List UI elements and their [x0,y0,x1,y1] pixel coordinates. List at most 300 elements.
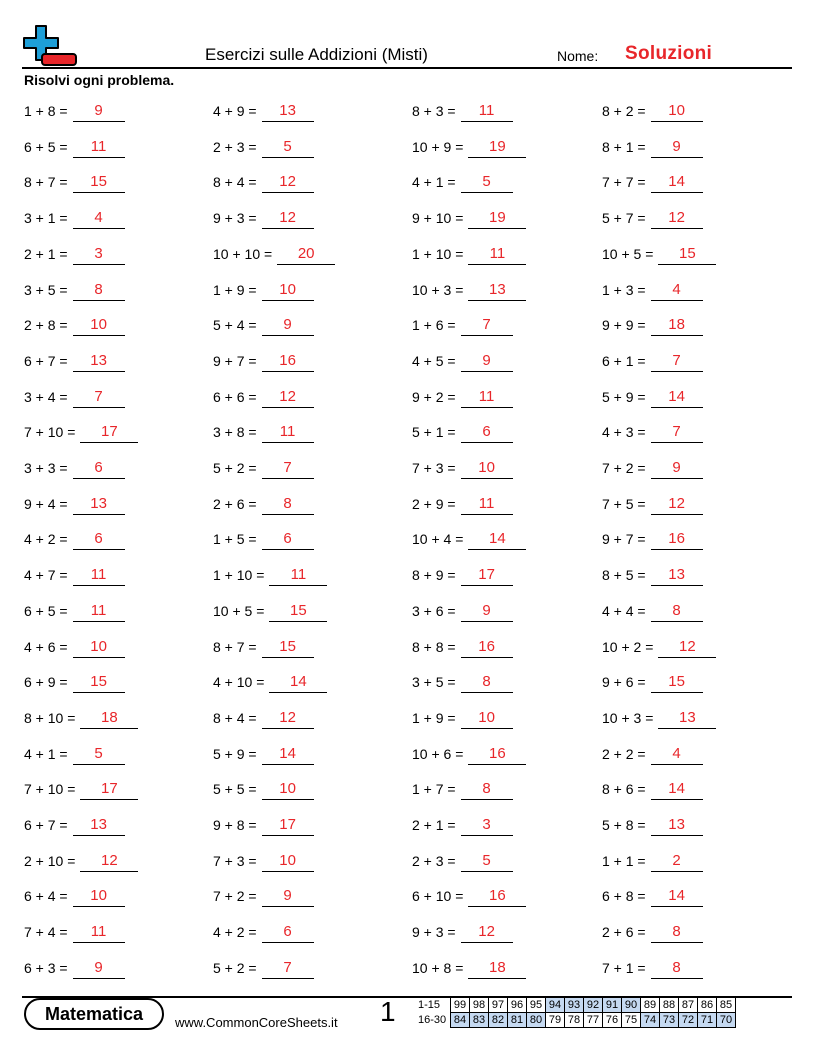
problem-question: 7 + 10 = [24,781,76,798]
problem-question: 5 + 7 = [602,210,646,227]
answer-field[interactable]: 13 [73,816,125,836]
problem-question: 5 + 2 = [213,460,257,476]
problem-item [24,205,125,229]
answer-field[interactable]: 15 [651,673,703,693]
answer-field[interactable]: 14 [269,673,327,693]
instructions: Risolvi ogni problema. [24,72,175,88]
problem-item [213,384,314,408]
answer-field[interactable]: 10 [651,102,703,122]
answer-field[interactable]: 11 [73,138,125,158]
problem-question: 2 + 1 = [24,245,68,262]
answer-field[interactable]: 12 [651,495,703,515]
answer-field[interactable]: 3 [461,816,513,836]
problem-question: 7 + 3 = [213,852,257,869]
problem-question: 7 + 2 = [213,888,257,905]
answer-field[interactable]: 12 [658,638,716,658]
answer-field[interactable]: 19 [468,138,526,158]
score-cell: 83 [470,1013,489,1028]
answer-field[interactable]: 5 [73,745,125,765]
problem-item [412,169,513,193]
problem-question: 6 + 3 = [24,959,68,976]
answer-field[interactable]: 13 [651,566,703,586]
problem-item [602,491,703,515]
answer-field[interactable]: 12 [262,173,314,193]
problem-question: 2 + 9 = [412,495,456,512]
problem-question: 10 + 3 = [602,709,654,726]
score-cell: 85 [717,998,736,1013]
problem-item [24,812,125,836]
problem-item [412,562,513,586]
problem-item [602,705,716,729]
problem-question: 8 + 3 = [412,103,456,119]
problem-item [24,241,125,265]
answer-field[interactable]: 11 [269,566,327,586]
problem-question: 8 + 9 = [412,567,456,584]
name-label: Nome: [557,48,599,64]
problem-item [24,848,138,872]
answer-field[interactable]: 10 [262,852,314,872]
problem-item [24,348,125,372]
answer-field[interactable]: 13 [468,281,526,301]
problem-question: 2 + 8 = [24,317,68,334]
problem-question: 3 + 8 = [213,424,257,441]
answer-field[interactable]: 8 [651,959,703,979]
problem-item [602,669,703,693]
problem-item [412,776,513,800]
problem-question: 8 + 4 = [213,709,257,726]
answer-field[interactable]: 11 [468,245,526,265]
score-row-label: 1-15 [418,999,441,1011]
problem-question: 3 + 6 = [412,602,456,619]
problem-question: 1 + 6 = [412,317,456,334]
problem-item [602,205,703,229]
answer-field[interactable]: 6 [73,459,125,479]
answer-field[interactable]: 2 [651,852,703,872]
answer-field[interactable]: 10 [262,281,314,301]
answer-field[interactable]: 14 [651,173,703,193]
problem-item [213,134,314,158]
answer-field[interactable]: 15 [73,673,125,693]
name-value: Soluzioni [625,43,713,64]
problem-item [602,277,703,301]
answer-field[interactable]: 12 [461,923,513,943]
answer-field[interactable]: 13 [73,495,125,515]
score-row [418,1013,736,1028]
problem-question: 6 + 9 = [24,674,68,691]
score-row [418,998,736,1013]
answer-field[interactable]: 4 [73,209,125,229]
problem-question: 4 + 2 = [213,924,257,941]
answer-field[interactable]: 5 [461,852,513,872]
plus-minus-logo-icon [22,24,80,68]
problem-question: 9 + 7 = [213,352,257,369]
problem-question: 1 + 7 = [412,781,456,798]
problem-question: 6 + 5 = [24,602,68,619]
problem-question: 2 + 6 = [213,495,257,512]
answer-field[interactable]: 15 [73,173,125,193]
answer-field[interactable]: 9 [651,138,703,158]
problem-question: 4 + 6 = [24,638,68,655]
score-cell: 91 [603,998,622,1013]
problem-item [213,669,327,693]
problem-item [602,812,703,836]
answer-field[interactable]: 7 [262,459,314,479]
problem-question: 8 + 1 = [602,138,646,155]
problem-question: 7 + 2 = [602,460,646,476]
answer-field[interactable]: 5 [262,138,314,158]
answer-field[interactable]: 13 [651,816,703,836]
problem-item [412,883,526,907]
score-cell: 88 [660,998,679,1013]
problem-item [213,98,314,122]
score-cell: 72 [679,1013,698,1028]
answer-field[interactable]: 3 [73,245,125,265]
answer-field[interactable]: 16 [468,887,526,907]
score-cell: 89 [641,998,660,1013]
problem-item [412,955,526,979]
problem-item [602,883,703,907]
problem-item [412,741,526,765]
problem-question: 6 + 6 = [213,388,257,405]
problem-item [412,526,526,550]
problem-question: 4 + 4 = [602,602,646,619]
problem-item [602,98,703,122]
answer-field[interactable]: 6 [461,423,513,443]
problem-question: 7 + 4 = [24,924,68,941]
problem-question: 5 + 9 = [213,745,257,762]
answer-field[interactable]: 12 [262,209,314,229]
score-cell: 80 [527,1013,546,1028]
problem-question: 2 + 3 = [213,138,257,155]
score-cell: 94 [546,998,565,1013]
problem-question: 1 + 1 = [602,852,646,869]
answer-field[interactable]: 17 [262,816,314,836]
problem-question: 8 + 2 = [602,103,646,119]
problem-item [24,312,125,336]
answer-field[interactable]: 8 [461,673,513,693]
score-cell: 78 [565,1013,584,1028]
problem-question: 4 + 2 = [24,531,68,548]
problem-item [412,134,526,158]
answer-field[interactable]: 12 [80,852,138,872]
problem-item [602,634,716,658]
problem-question: 10 + 8 = [412,959,464,976]
problem-item [213,169,314,193]
problem-question: 5 + 8 = [602,817,646,833]
problem-question: 4 + 1 = [24,745,68,762]
answer-field[interactable]: 13 [262,102,314,122]
answer-field[interactable]: 14 [651,887,703,907]
problem-item [412,241,526,265]
answer-field[interactable]: 11 [73,566,125,586]
problem-item [412,598,513,622]
problem-item [412,277,526,301]
answer-field[interactable]: 11 [73,602,125,622]
problem-item [24,919,125,943]
answer-field[interactable]: 11 [461,495,513,515]
website-url: www.CommonCoreSheets.it [175,1015,338,1030]
problem-item [412,419,513,443]
problem-item [602,384,703,408]
problem-item [213,634,314,658]
answer-field[interactable]: 14 [262,745,314,765]
score-cell: 77 [584,1013,603,1028]
answer-field[interactable]: 4 [651,281,703,301]
problem-question: 3 + 5 = [24,281,68,298]
answer-field[interactable]: 16 [262,352,314,372]
problem-question: 6 + 7 = [24,817,68,833]
problem-question: 4 + 1 = [412,174,456,191]
problem-item [213,419,314,443]
answer-field[interactable]: 9 [73,959,125,979]
answer-field[interactable]: 10 [73,887,125,907]
answer-field[interactable]: 10 [73,638,125,658]
problem-question: 9 + 7 = [602,531,646,548]
answer-field[interactable]: 9 [461,352,513,372]
subject-badge: Matematica [24,998,164,1030]
problem-item [24,526,125,550]
problem-question: 7 + 5 = [602,495,646,512]
answer-field[interactable]: 6 [73,530,125,550]
answer-field[interactable]: 20 [277,245,335,265]
answer-field[interactable]: 9 [262,316,314,336]
problem-item [213,955,314,979]
problem-item [412,919,513,943]
problem-question: 3 + 5 = [412,674,456,691]
problem-item [213,312,314,336]
answer-field[interactable]: 18 [651,316,703,336]
problem-item [24,955,125,979]
score-cell: 75 [622,1013,641,1028]
answer-field[interactable]: 9 [262,887,314,907]
problem-item [412,312,513,336]
answer-field[interactable]: 17 [80,780,138,800]
answer-field[interactable]: 8 [651,923,703,943]
problem-item [602,455,703,479]
score-cell: 93 [565,998,584,1013]
problem-question: 10 + 2 = [602,638,654,655]
answer-field[interactable]: 18 [80,709,138,729]
score-cell: 96 [508,998,527,1013]
answer-field[interactable]: 10 [461,459,513,479]
problem-item [602,348,703,372]
problem-question: 3 + 1 = [24,210,68,227]
problem-item [602,241,716,265]
problem-question: 10 + 9 = [412,138,464,155]
answer-field[interactable]: 13 [73,352,125,372]
answer-field[interactable]: 11 [461,102,513,122]
answer-field[interactable]: 7 [651,423,703,443]
problem-question: 10 + 5 = [602,245,654,262]
problem-item [213,562,327,586]
problem-question: 9 + 9 = [602,317,646,334]
problem-item [213,776,314,800]
problem-item [24,419,138,443]
problem-item [412,98,513,122]
problem-question: 2 + 3 = [412,852,456,869]
problem-question: 7 + 10 = [24,424,76,441]
answer-field[interactable]: 7 [262,959,314,979]
problem-question: 9 + 4 = [24,495,68,512]
problem-question: 6 + 1 = [602,352,646,369]
problem-item [24,883,125,907]
problem-question: 8 + 4 = [213,174,257,191]
problem-item [24,384,125,408]
problem-item [412,669,513,693]
answer-field[interactable]: 12 [262,388,314,408]
problem-question: 10 + 6 = [412,745,464,762]
problem-item [213,812,314,836]
problem-question: 1 + 9 = [213,281,257,298]
problem-item [602,919,703,943]
problem-item [602,598,703,622]
problem-item [24,98,125,122]
problem-question: 9 + 3 = [213,210,257,227]
score-cell: 87 [679,998,698,1013]
problem-question: 8 + 10 = [24,709,76,726]
answer-field[interactable]: 17 [80,423,138,443]
problem-item [213,883,314,907]
problem-question: 9 + 2 = [412,388,456,405]
problem-item [412,491,513,515]
answer-field[interactable]: 12 [651,209,703,229]
problem-item [412,812,513,836]
answer-field[interactable]: 14 [651,780,703,800]
score-cell: 92 [584,998,603,1013]
problem-question: 4 + 7 = [24,567,68,584]
answer-field[interactable]: 17 [461,566,513,586]
answer-field[interactable]: 7 [461,316,513,336]
score-cell: 71 [698,1013,717,1028]
problem-item [602,526,703,550]
score-cell: 82 [489,1013,508,1028]
answer-field[interactable]: 12 [262,709,314,729]
problem-item [213,277,314,301]
answer-field[interactable]: 7 [651,352,703,372]
problem-item [412,455,513,479]
answer-field[interactable]: 14 [468,530,526,550]
problem-item [602,741,703,765]
problem-item [213,741,314,765]
answer-field[interactable]: 4 [651,745,703,765]
answer-field[interactable]: 11 [461,388,513,408]
answer-field[interactable]: 15 [658,245,716,265]
answer-field[interactable]: 15 [269,602,327,622]
answer-field[interactable]: 15 [262,638,314,658]
problem-item [602,776,703,800]
score-cell: 73 [660,1013,679,1028]
problem-item [24,277,125,301]
problem-question: 2 + 10 = [24,852,76,869]
problem-item [412,848,513,872]
answer-field[interactable]: 6 [262,923,314,943]
answer-field[interactable]: 9 [461,602,513,622]
problem-question: 8 + 8 = [412,638,456,655]
problem-item [213,848,314,872]
problem-item [412,348,513,372]
answer-field[interactable]: 11 [73,923,125,943]
problem-question: 1 + 8 = [24,103,68,119]
answer-field[interactable]: 5 [461,173,513,193]
answer-field[interactable]: 8 [651,602,703,622]
answer-field[interactable]: 10 [461,709,513,729]
problem-item [24,634,125,658]
problem-item [213,455,314,479]
problem-item [602,312,703,336]
problem-item [24,669,125,693]
answer-field[interactable]: 14 [651,388,703,408]
problem-item [24,562,125,586]
problem-question: 10 + 10 = [213,245,273,262]
answer-field[interactable]: 6 [262,530,314,550]
score-cell: 76 [603,1013,622,1028]
answer-field[interactable]: 8 [461,780,513,800]
problem-question: 9 + 8 = [213,817,257,833]
problem-question: 6 + 5 = [24,138,68,155]
answer-field[interactable]: 16 [468,745,526,765]
score-table [418,997,736,1028]
problem-item [602,955,703,979]
problem-question: 3 + 4 = [24,388,68,405]
answer-field[interactable]: 7 [73,388,125,408]
problem-question: 9 + 10 = [412,210,464,227]
answer-field[interactable]: 11 [262,423,314,443]
answer-field[interactable]: 19 [468,209,526,229]
problem-question: 3 + 3 = [24,460,68,476]
answer-field[interactable]: 18 [468,959,526,979]
answer-field[interactable]: 13 [658,709,716,729]
problem-question: 7 + 1 = [602,959,646,976]
score-cell: 81 [508,1013,527,1028]
problem-question: 5 + 9 = [602,388,646,405]
problem-question: 5 + 1 = [412,424,456,441]
problem-question: 8 + 7 = [24,174,68,191]
problem-item [24,455,125,479]
problem-item [602,848,703,872]
problem-item [412,705,513,729]
problem-item [213,598,327,622]
score-cell: 84 [451,1013,470,1028]
answer-field[interactable]: 9 [651,459,703,479]
answer-field[interactable]: 8 [262,495,314,515]
answer-field[interactable]: 9 [73,102,125,122]
problem-question: 4 + 10 = [213,674,265,691]
problem-question: 8 + 5 = [602,567,646,584]
score-cell: 97 [489,998,508,1013]
answer-field[interactable]: 8 [73,281,125,301]
answer-field[interactable]: 16 [461,638,513,658]
page-number: 1 [380,996,396,1027]
score-cell: 74 [641,1013,660,1028]
problem-item [602,169,703,193]
answer-field[interactable]: 10 [262,780,314,800]
answer-field[interactable]: 16 [651,530,703,550]
score-row-label: 16-30 [418,1014,447,1026]
problem-item [213,491,314,515]
problem-question: 9 + 6 = [602,674,646,691]
worksheet-title: Esercizi sulle Addizioni (Misti) [205,45,428,64]
problem-question: 5 + 4 = [213,317,257,334]
problem-item [602,419,703,443]
problem-question: 1 + 9 = [412,709,456,726]
answer-field[interactable]: 10 [73,316,125,336]
problem-item [412,634,513,658]
score-cell: 86 [698,998,717,1013]
problem-item [24,169,125,193]
problem-item [213,919,314,943]
score-cell: 99 [451,998,470,1013]
problem-item [213,348,314,372]
